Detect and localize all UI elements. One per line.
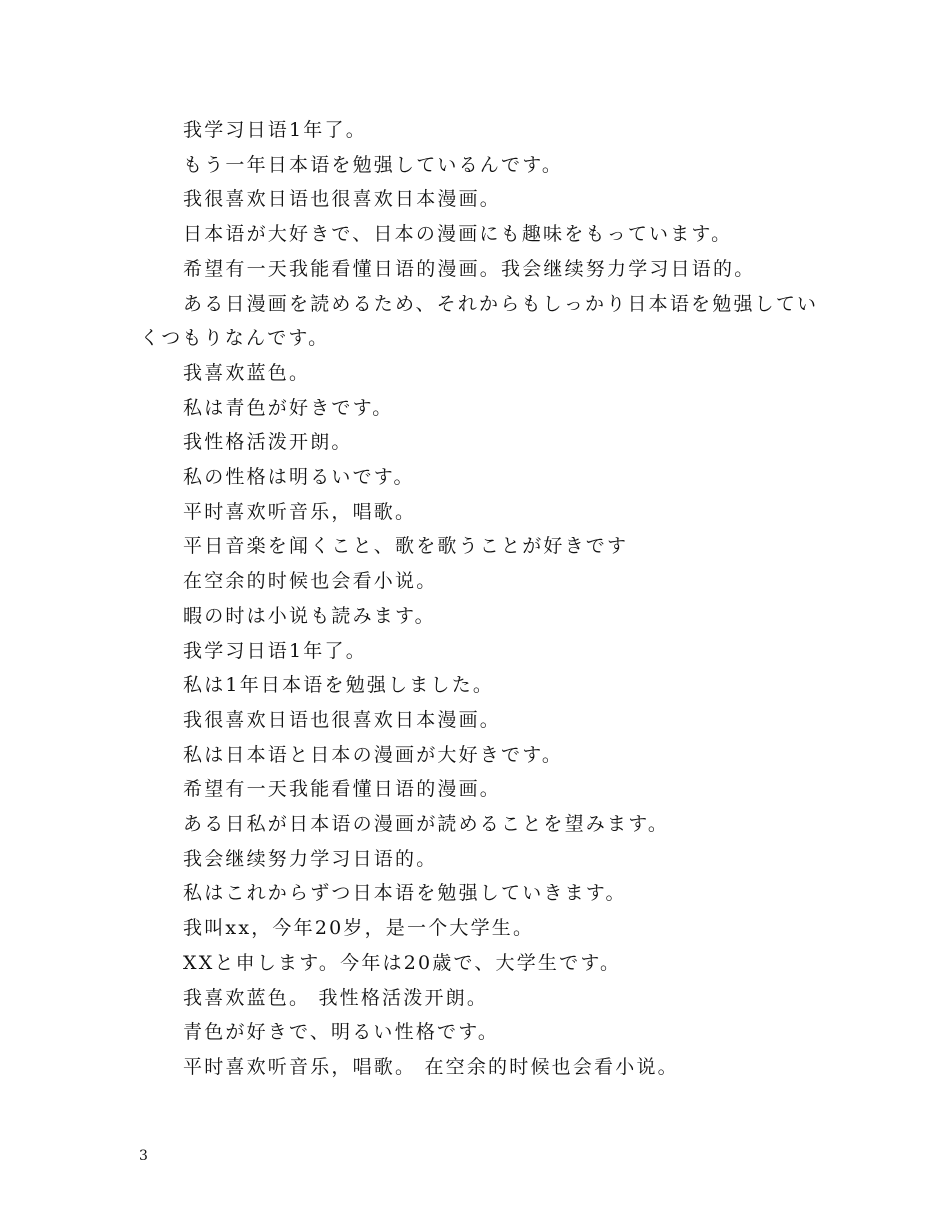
paragraph: 在空余的时候也会看小说。 xyxy=(183,570,438,593)
paragraph: 我性格活泼开朗。 xyxy=(183,431,353,454)
paragraph: 我很喜欢日语也很喜欢日本漫画。 xyxy=(183,708,502,731)
paragraph: 平时喜欢听音乐，唱歌。 xyxy=(183,500,417,523)
paragraph: 我叫xx，今年20岁，是一个大学生。 xyxy=(183,917,535,940)
paragraph: 私の性格は明るいです。 xyxy=(183,466,415,489)
paragraph: 我喜欢蓝色。 我性格活泼开朗。 xyxy=(183,986,489,1009)
paragraph: もう一年日本语を勉强しているんです。 xyxy=(183,153,564,176)
paragraph: 我喜欢蓝色。 xyxy=(183,361,311,384)
paragraph: 私は1年日本语を勉强しました。 xyxy=(183,674,495,697)
paragraph: 我会继续努力学习日语的。 xyxy=(183,847,438,870)
paragraph: 私は青色が好きです。 xyxy=(183,396,394,419)
document-body xyxy=(140,113,820,1085)
paragraph: 我学习日语1年了。 xyxy=(183,119,367,141)
paragraph: 我很喜欢日语也很喜欢日本漫画。 xyxy=(183,188,502,211)
paragraph: 青色が好きで、明るい性格です。 xyxy=(183,1021,500,1044)
paragraph: 平时喜欢听音乐，唱歌。 在空余的时候也会看小说。 xyxy=(183,1055,679,1078)
paragraph: ある日私が日本语の漫画が読めることを望みます。 xyxy=(183,813,670,836)
paragraph: 希望有一天我能看懂日语的漫画。我会继续努力学习日语的。 xyxy=(183,257,756,280)
paragraph: 暇の时は小说も読みます。 xyxy=(183,604,436,627)
paragraph: 我学习日语1年了。 xyxy=(183,639,367,662)
page-number: 3 xyxy=(139,1148,148,1164)
paragraph: 希望有一天我能看懂日语的漫画。 xyxy=(183,778,502,801)
paragraph: XXと申します。今年は20歳で、大学生です。 xyxy=(183,951,622,974)
paragraph: 私はこれからずつ日本语を勉强していきます。 xyxy=(183,882,627,905)
paragraph: 日本语が大好きで、日本の漫画にも趣味をもっています。 xyxy=(183,223,733,246)
paragraph: 平日音楽を闻くこと、歌を歌うことが好きです xyxy=(183,535,629,558)
paragraph: 私は日本语と日本の漫画が大好きです。 xyxy=(183,743,564,766)
paragraph: ある日漫画を読めるため、それからもしっかり日本语を勉强していくつもりなんです。 xyxy=(140,292,819,350)
